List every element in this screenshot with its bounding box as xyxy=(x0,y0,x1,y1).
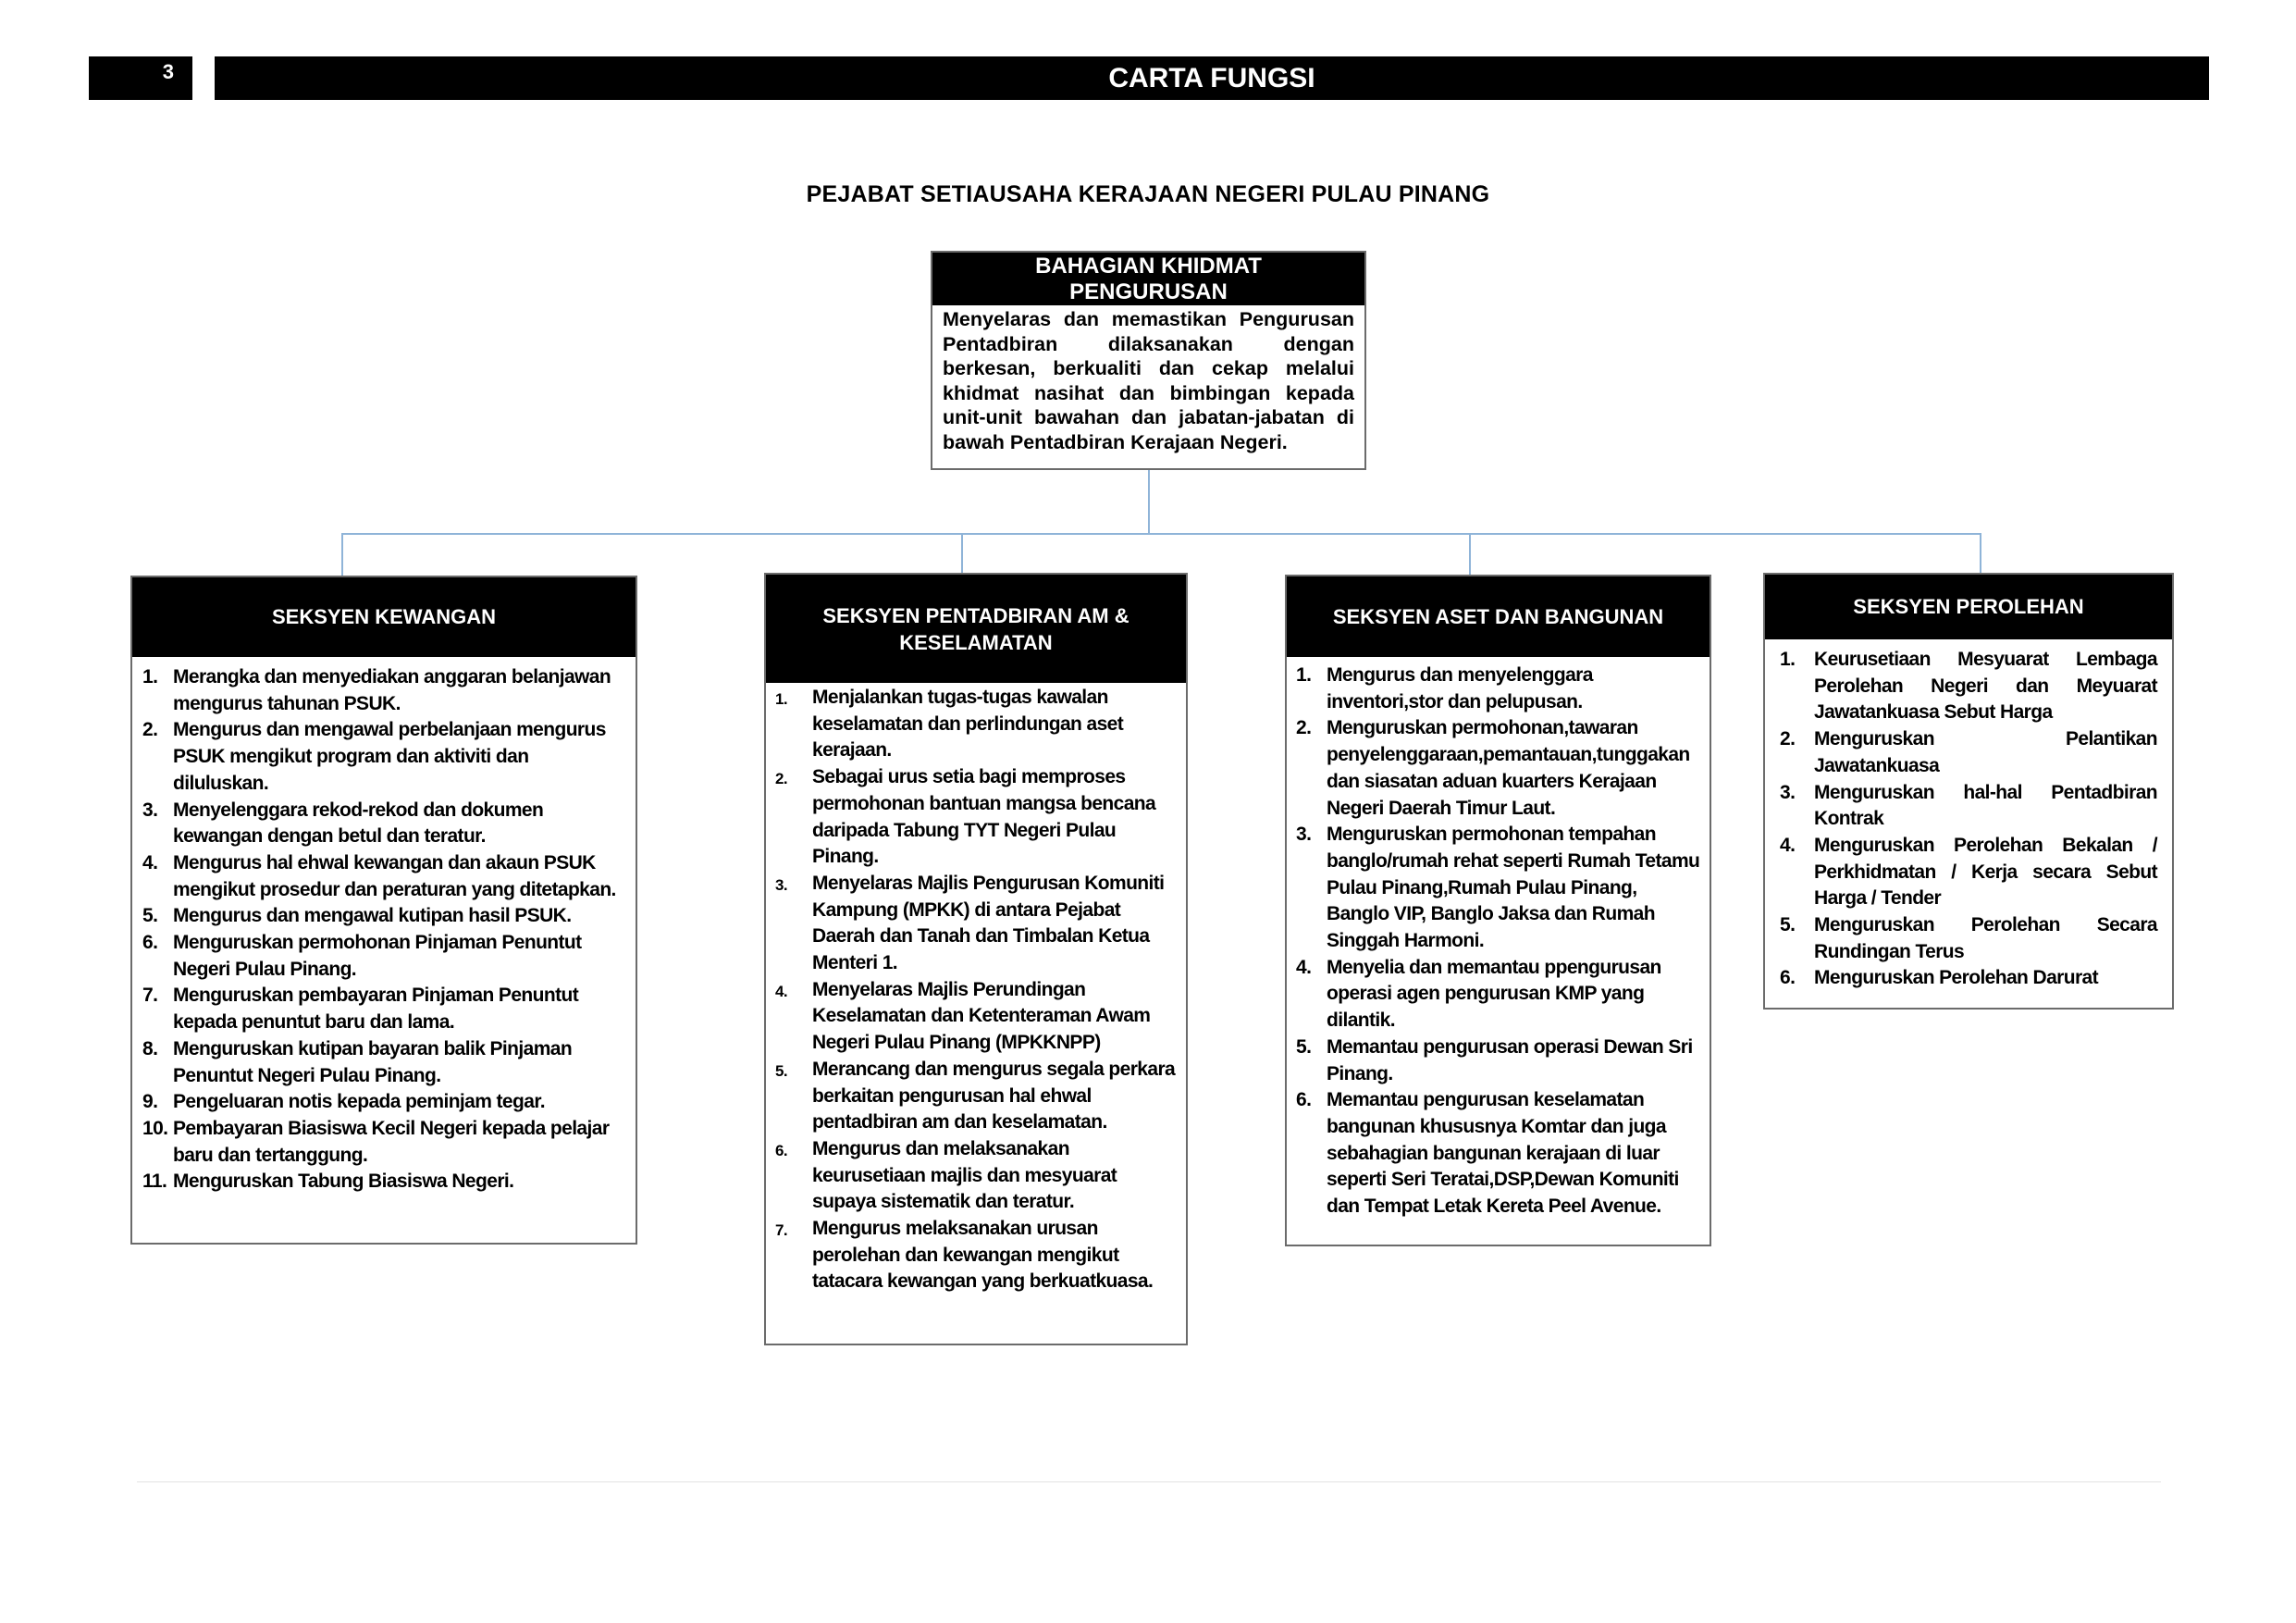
list-item xyxy=(775,1216,1179,1295)
list-item-number: 9. xyxy=(142,1091,158,1113)
list-item-text: Menguruskan permohonan Pinjaman Penuntut Negeri Pulau Pinang. xyxy=(173,932,582,980)
list-item xyxy=(142,850,626,903)
list-item-text: Menyelenggara rekod-rekod dan dokumen kewangan dengan betul dan teratur. xyxy=(173,799,544,848)
list-item xyxy=(775,685,1179,764)
list-item-text: Menyelia dan memantau ppengurusan operasi agen pengurusan KMP yang dilantik. xyxy=(1327,956,1661,1032)
section-box-pentadbiran-am xyxy=(764,573,1188,1345)
page-number: 3 xyxy=(162,60,174,83)
list-item xyxy=(1296,955,1702,1035)
list-item-text: Mengurus dan melaksanakan keurusetiaan majlis dan mesyuarat supaya sistematik dan teratur. xyxy=(812,1137,1117,1213)
list-item xyxy=(142,903,626,930)
list-item-text: Menguruskan Tabung Biasiswa Negeri. xyxy=(173,1171,514,1193)
list-item xyxy=(142,664,626,717)
section-items xyxy=(132,657,636,1196)
list-item xyxy=(142,1036,626,1089)
list-item xyxy=(1296,715,1702,822)
organization-title: PEJABAT SETIAUSAHA KERAJAAN NEGERI PULAU PINANG xyxy=(806,181,1490,207)
list-item xyxy=(142,1116,626,1169)
connector-branch-2 xyxy=(961,533,963,573)
list-item xyxy=(1780,780,2157,833)
list-item xyxy=(142,1089,626,1116)
list-item xyxy=(142,930,626,983)
list-item-number: 4. xyxy=(775,982,787,1000)
list-item-text: Memantau pengurusan keselamatan bangunan khususnya Komtar dan juga sebahagian bangunan kerajaan di luar seperti Seri Teratai,DSP,Dewan Komuniti dan Tempat Letak Kereta Peel Avenue. xyxy=(1327,1089,1679,1218)
list-item-number: 1. xyxy=(142,666,158,688)
list-item-number: 5. xyxy=(1296,1035,1312,1058)
section-title: SEKSYEN PEROLEHAN xyxy=(1765,575,2172,639)
list-item-number: 11. xyxy=(142,1171,167,1193)
footer-rule xyxy=(137,1481,2161,1482)
list-item-number: 3. xyxy=(1780,781,1796,803)
connector-horizontal xyxy=(342,533,1981,535)
list-item xyxy=(142,798,626,850)
connector-trunk xyxy=(1148,470,1150,534)
list-item xyxy=(775,1136,1179,1216)
list-item xyxy=(1780,647,2157,726)
list-item-number: 6. xyxy=(142,932,158,954)
list-item-text: Sebagai urus setia bagi memproses permohonan bantuan mangsa bencana daripada Tabung TYT Negeri Pulau Pinang. xyxy=(812,766,1156,868)
list-item xyxy=(142,983,626,1035)
list-item-number: 4. xyxy=(142,851,158,873)
section-items xyxy=(1287,657,1710,1220)
connector-branch-3 xyxy=(1469,533,1471,575)
list-item-number: 3. xyxy=(1296,824,1312,846)
list-item xyxy=(775,871,1179,977)
list-item-text: Menguruskan pembayaran Pinjaman Penuntut kepada penuntut baru dan lama. xyxy=(173,985,579,1034)
list-item-number: 2. xyxy=(1780,728,1796,750)
list-item xyxy=(775,764,1179,871)
list-item-number: 2. xyxy=(775,770,787,788)
list-item xyxy=(775,977,1179,1057)
list-item-number: 1. xyxy=(1780,649,1796,670)
list-item-text: Menguruskan permohonan,tawaran penyelenggaraan,pemantauan,tunggakan dan siasatan aduan kuarters Kerajaan Negeri Daerah Timur Laut. xyxy=(1327,717,1690,819)
list-item-text: Mengurus dan mengawal perbelanjaan mengurus PSUK mengikut program dan aktiviti dan diluluskan. xyxy=(173,719,606,794)
list-item xyxy=(1780,726,2157,779)
list-item-number: 8. xyxy=(142,1037,158,1059)
header-bar xyxy=(215,56,2209,100)
list-item-number: 6. xyxy=(775,1141,787,1159)
list-item-number: 3. xyxy=(142,799,158,821)
list-item-text: Mengurus dan mengawal kutipan hasil PSUK. xyxy=(173,905,572,927)
list-item-number: 5. xyxy=(1780,914,1796,936)
list-item-number: 3. xyxy=(775,875,787,894)
section-title: SEKSYEN ASET DAN BANGUNAN xyxy=(1287,576,1710,657)
section-items xyxy=(766,683,1186,1295)
list-item-number: 1. xyxy=(775,690,787,708)
list-item xyxy=(142,1169,626,1196)
top-unit-title: BAHAGIAN KHIDMAT PENGURUSAN xyxy=(932,253,1364,305)
list-item-number: 6. xyxy=(1296,1089,1312,1111)
list-item xyxy=(1296,1087,1702,1220)
list-item-number: 6. xyxy=(1780,967,1796,989)
list-item xyxy=(142,717,626,797)
list-item-text: Menguruskan Perolehan Secara Rundingan Terus xyxy=(1814,914,2157,962)
list-item-text: Menyelaras Majlis Perundingan Keselamatan dan Ketenteraman Awam Negeri Pulau Pinang (MPKKNPP) xyxy=(812,978,1151,1054)
list-item-number: 1. xyxy=(1296,664,1312,686)
list-item-text: Pembayaran Biasiswa Kecil Negeri kepada pelajar baru dan tertanggung. xyxy=(173,1117,610,1166)
list-item-text: Menguruskan Perolehan Darurat xyxy=(1814,967,2099,989)
list-item-text: Menyelaras Majlis Pengurusan Komuniti Kampung (MPKK) di antara Pejabat Daerah dan Tanah dan Timbalan Ketua Menteri 1. xyxy=(812,872,1165,974)
list-item-number: 7. xyxy=(775,1221,787,1240)
page-number-bar xyxy=(89,56,192,100)
list-item-number: 4. xyxy=(1296,956,1312,978)
list-item-text: Menguruskan Perolehan Bekalan / Perkhidmatan / Kerja secara Sebut Harga / Tender xyxy=(1814,834,2157,910)
connector-branch-4 xyxy=(1980,533,1981,573)
list-item xyxy=(1296,663,1702,715)
list-item-number: 5. xyxy=(775,1061,787,1080)
top-unit-description: Menyelaras dan memastikan Pengurusan Pentadbiran dilaksanakan dengan berkesan, berkualiti dan cekap melalui khidmat nasihat dan bimbingan kepada unit-unit bawahan dan jabatan-jabatan di bawah Pentadbiran Kerajaan Negeri. xyxy=(943,308,1354,453)
list-item-number: 5. xyxy=(142,905,158,927)
list-item-text: Memantau pengurusan operasi Dewan Sri Pinang. xyxy=(1327,1035,1693,1084)
list-item-text: Merancang dan mengurus segala perkara berkaitan pengurusan hal ehwal pentadbiran am dan keselamatan. xyxy=(812,1058,1176,1134)
list-item-number: 2. xyxy=(142,719,158,741)
section-box-kewangan xyxy=(130,576,637,1245)
page-title: CARTA FUNGSI xyxy=(1108,62,1315,93)
top-unit-box xyxy=(931,251,1366,470)
list-item-number: 10. xyxy=(142,1117,168,1139)
section-title: SEKSYEN PENTADBIRAN AM & KESELAMATAN xyxy=(766,575,1186,683)
list-item-text: Mengurus hal ehwal kewangan dan akaun PSUK mengikut prosedur dan peraturan yang ditetapkan. xyxy=(173,851,616,900)
list-item-text: Mengurus dan menyelenggara inventori,stor dan pelupusan. xyxy=(1327,664,1593,712)
list-item xyxy=(1780,912,2157,965)
list-item-text: Menguruskan kutipan bayaran balik Pinjaman Penuntut Negeri Pulau Pinang. xyxy=(173,1037,573,1086)
list-item-number: 7. xyxy=(142,985,158,1007)
section-box-perolehan xyxy=(1763,573,2174,1010)
list-item-text: Menguruskan Pelantikan Jawatankuasa xyxy=(1814,728,2157,776)
list-item xyxy=(1780,833,2157,912)
list-item xyxy=(1780,965,2157,992)
list-item-text: Menguruskan hal-hal Pentadbiran Kontrak xyxy=(1814,781,2157,830)
list-item-number: 2. xyxy=(1296,717,1312,739)
list-item-text: Keurusetiaan Mesyuarat Lembaga Perolehan Negeri dan Meyuarat Jawatankuasa Sebut Harga xyxy=(1814,649,2157,724)
list-item-text: Pengeluaran notis kepada peminjam tegar. xyxy=(173,1091,545,1113)
list-item-text: Mengurus melaksanakan urusan perolehan dan kewangan mengikut tatacara kewangan yang berkuatkuasa. xyxy=(812,1218,1154,1293)
section-box-aset-bangunan xyxy=(1285,575,1711,1246)
list-item-text: Menguruskan permohonan tempahan banglo/rumah rehat seperti Rumah Tetamu Pulau Pinang,Rumah Pulau Pinang, Banglo VIP, Banglo Jaksa dan Rumah Singgah Harmoni. xyxy=(1327,824,1700,952)
section-title: SEKSYEN KEWANGAN xyxy=(132,577,636,657)
list-item xyxy=(1296,822,1702,955)
list-item-text: Merangka dan menyediakan anggaran belanjawan mengurus tahunan PSUK. xyxy=(173,666,611,714)
list-item-text: Menjalankan tugas-tugas kawalan keselamatan dan perlindungan aset kerajaan. xyxy=(812,687,1124,762)
list-item xyxy=(775,1057,1179,1136)
list-item-number: 4. xyxy=(1780,834,1796,856)
connector-branch-1 xyxy=(341,533,343,576)
list-item xyxy=(1296,1035,1702,1087)
section-items xyxy=(1765,639,2172,992)
